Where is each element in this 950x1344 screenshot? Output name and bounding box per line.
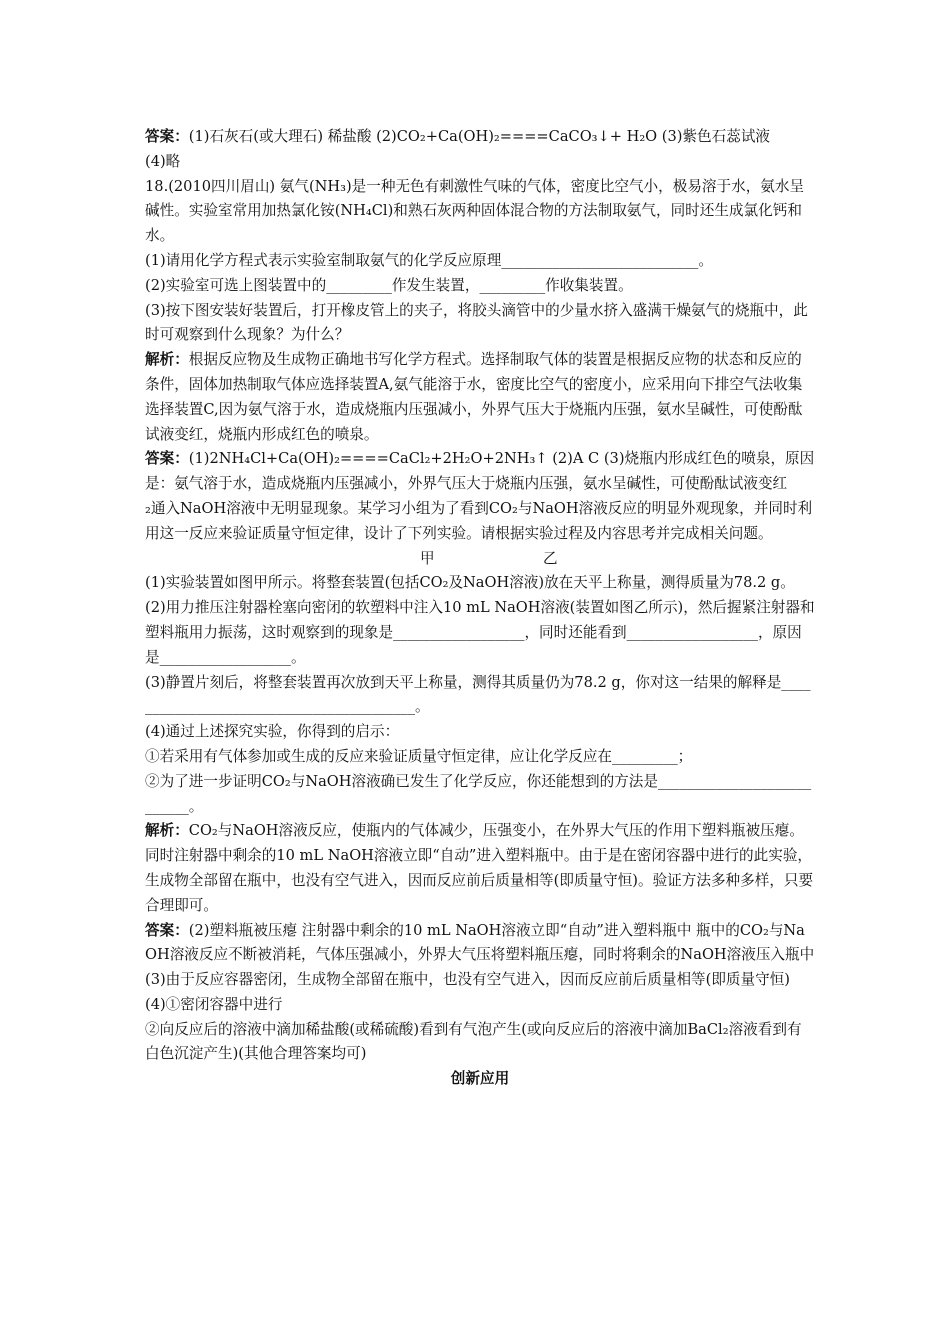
question-19-part4: (4)通过上述探究实验，你得到的启示： xyxy=(145,723,400,741)
answer-text: (1)石灰石(或大理石) 稀盐酸 (2)CO₂+Ca(OH)₂====CaCO₃↓+ H₂O (3)紫色石蕊试液 xyxy=(188,128,771,145)
figure-label-yi: 乙 xyxy=(543,549,558,567)
answer-text: (1)2NH₄Cl+Ca(OH)₂====CaCl₂+2H₂O+2NH₃↑ (2)A C (3)烧瓶内形成红色的喷泉，原因是：氨气溶于水，造成烧瓶内压强减小，外界气压大于烧瓶内压强，氨水呈碱性，可使酚酞试液变红 xyxy=(145,450,815,493)
analysis-text: 根据反应物及生成物正确地书写化学方程式。选择制取气体的装置是根据反应物的状态和反应的条件，固体加热制取气体应选择装置A,氨气能溶于水，密度比空气的密度小，应采用向下排空气法收集选择装置C,因为氨气溶于水，造成烧瓶内压强减小，外界气压大于烧瓶内压强，氨水呈碱性，可使酚酞试液变红，烧瓶内形成红色的喷泉。 xyxy=(145,351,803,443)
answer-label: 答案： xyxy=(145,921,189,939)
answer-19-part4b: ②向反应后的溶液中滴加稀盐酸(或稀硫酸)看到有气泡产生(或向反应后的溶液中滴加BaCl₂溶液看到有白色沉淀产生)(其他合理答案均可) xyxy=(145,1020,802,1063)
question-19-part4b: ②为了进一步证明CO₂与NaOH溶液确已发生了化学反应，你还能想到的方法是___________________________。 xyxy=(145,772,812,815)
answer-text: (2)塑料瓶被压瘪 注射器中剩余的10 mL NaOH溶液立即“自动”进入塑料瓶中 瓶中的CO₂与NaOH溶液反应不断被消耗，气体压强减小，外界大气压将塑料瓶压瘪，同时将剩余的NaOH溶液压入瓶中 xyxy=(145,921,815,964)
answer-19-part3: (3)由于反应容器密闭，生成物全部留在瓶中，也没有空气进入，因而反应前后质量相等(即质量守恒) xyxy=(145,971,791,989)
analysis-18 xyxy=(145,348,815,447)
answer-19 xyxy=(145,919,815,969)
question-19-part2: (2)用力推压注射器栓塞向密闭的软塑料中注入10 mL NaOH溶液(装置如图乙所示)，然后握紧注射器和塑料瓶用力振荡，这时观察到的现象是__________________，同时还能看到__________________，原因是__________________。 xyxy=(145,599,815,666)
analysis-label: 解析： xyxy=(145,351,189,369)
answer-18 xyxy=(145,447,815,497)
question-19-part4a: ①若采用有气体参加或生成的反应来验证质量守恒定律，应让化学反应在_________； xyxy=(145,747,693,765)
answer-label: 答案： xyxy=(145,128,189,145)
answer-17-part4: (4)略 xyxy=(145,152,181,170)
analysis-19 xyxy=(145,819,815,918)
analysis-text: CO₂与NaOH溶液反应，使瓶内的气体减少，压强变小，在外界大气压的作用下塑料瓶被压瘪。同时注射器中剩余的10 mL NaOH溶液立即“自动”进入塑料瓶中。由于是在密闭容器中进行的此实验，生成物全部留在瓶中，也没有空气进入，因而反应前后质量相等(即质量守恒)。验证方法多种多样，只要合理即可。 xyxy=(145,822,814,914)
question-18-stem: 18.(2010四川眉山) 氨气(NH₃)是一种无色有刺激性气味的气体，密度比空气小，极易溶于水，氨水呈碱性。实验室常用加热氯化铵(NH₄Cl)和熟石灰两种固体混合物的方法制取氨气，同时还生成氯化钙和水。 xyxy=(145,177,805,245)
figure-labels xyxy=(145,547,815,572)
section-title: 创新应用 xyxy=(450,1070,510,1088)
question-18-part1: (1)请用化学方程式表示实验室制取氨气的化学反应原理___________________________。 xyxy=(145,251,713,269)
figure-label-jia: 甲 xyxy=(420,549,435,567)
question-18-part3: (3)按下图安装好装置后，打开橡皮管上的夹子，将胶头滴管中的少量水挤入盛满干燥氨气的烧瓶中，此时可观察到什么现象？为什么？ xyxy=(145,301,808,344)
question-19-part1: (1)实验装置如图甲所示。将整套装置(包括CO₂及NaOH溶液)放在天平上称量，测得质量为78.2 g。 xyxy=(145,574,795,592)
question-19-stem: ₂通入NaOH溶液中无明显现象。某学习小组为了看到CO₂与NaOH溶液反应的明显外观现象，并同时利用这一反应来验证质量守恒定律，设计了下列实验。请根据实验过程及内容思考并完成相关问题。 xyxy=(145,499,813,542)
document-body xyxy=(145,125,815,1092)
answer-label: 答案： xyxy=(145,450,189,468)
answer-17 xyxy=(145,125,815,150)
question-18-part2: (2)实验室可选上图装置中的_________作发生装置，_________作收集装置。 xyxy=(145,276,633,294)
answer-19-part4a: (4)①密闭容器中进行 xyxy=(145,995,283,1013)
analysis-label: 解析： xyxy=(145,822,189,840)
question-19-part3: (3)静置片刻后，将整套装置再次放到天平上称量，测得其质量仍为78.2 g，你对这一结果的解释是_________________________________________。 xyxy=(145,673,811,716)
